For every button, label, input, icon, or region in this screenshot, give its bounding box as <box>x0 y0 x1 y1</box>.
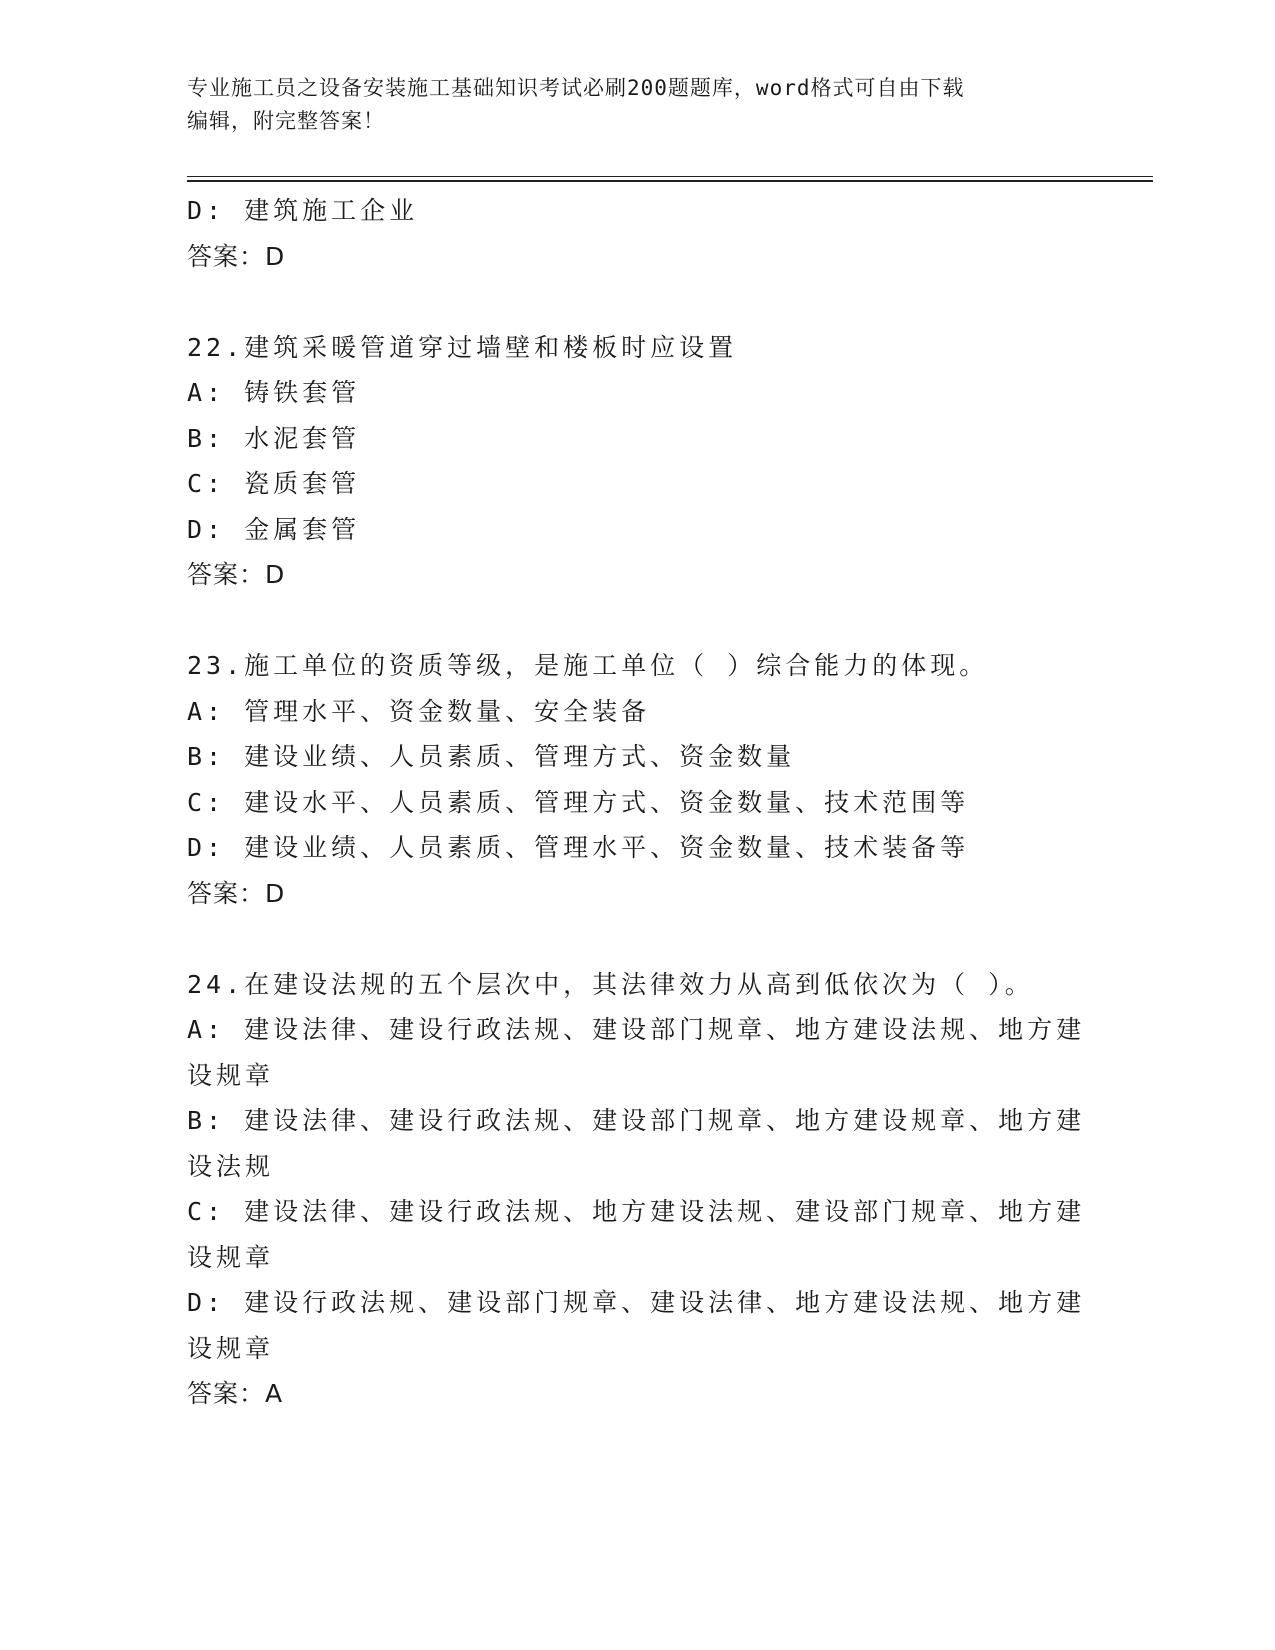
option-a-line-2: 设规章 <box>187 1060 275 1090</box>
option-d: D: 建设业绩、人员素质、管理水平、资金数量、技术装备等 <box>187 833 970 862</box>
question-21-tail <box>187 188 1087 279</box>
header-divider <box>187 176 1153 182</box>
question-stem: 22.建筑采暖管道穿过墙壁和楼板时应设置 <box>187 332 738 362</box>
answer-line: 答案：D <box>187 560 286 589</box>
question-22 <box>187 325 1087 598</box>
option-d-line-1: D: 建设行政法规、建设部门规章、建设法律、地方建设法规、地方建 <box>187 1288 1086 1317</box>
spacer <box>187 279 1087 325</box>
option-d-line-2: 设规章 <box>187 1333 275 1363</box>
option-c-line-1: C: 建设法律、建设行政法规、地方建设法规、建设部门规章、地方建 <box>187 1197 1086 1226</box>
option-b-line-1: B: 建设法律、建设行政法规、建设部门规章、地方建设规章、地方建 <box>187 1106 1086 1135</box>
option-c: C: 建设水平、人员素质、管理方式、资金数量、技术范围等 <box>187 787 970 817</box>
option-b: B: 水泥套管 <box>187 423 361 453</box>
spacer <box>187 598 1087 644</box>
spacer <box>187 916 1087 962</box>
question-24 <box>187 962 1087 1417</box>
answer-line: 答案：D <box>187 241 286 271</box>
document-header <box>187 72 1067 138</box>
option-a: A: 铸铁套管 <box>187 378 361 407</box>
question-stem: 24.在建设法规的五个层次中，其法律效力从高到低依次为（ ）。 <box>187 969 1034 999</box>
option-d: D: 金属套管 <box>187 514 361 544</box>
question-23 <box>187 643 1087 916</box>
header-title-line-2: 编辑，附完整答案！ <box>187 109 385 133</box>
header-title-line-1: 专业施工员之设备安装施工基础知识考试必刷200题题库，word格式可自由下载 <box>187 76 965 100</box>
answer-line: 答案：D <box>187 878 286 908</box>
answer-line: 答案：A <box>187 1379 284 1408</box>
option-c-line-2: 设规章 <box>187 1242 275 1272</box>
option-d: D: 建筑施工企业 <box>187 196 419 225</box>
option-c: C: 瓷质套管 <box>187 469 361 498</box>
question-content <box>187 188 1087 1417</box>
question-stem: 23.施工单位的资质等级，是施工单位（ ）综合能力的体现。 <box>187 651 989 680</box>
option-a-line-1: A: 建设法律、建设行政法规、建设部门规章、地方建设法规、地方建 <box>187 1015 1086 1044</box>
option-a: A: 管理水平、资金数量、安全装备 <box>187 696 651 726</box>
option-b-line-2: 设法规 <box>187 1151 275 1181</box>
option-b: B: 建设业绩、人员素质、管理方式、资金数量 <box>187 742 796 771</box>
